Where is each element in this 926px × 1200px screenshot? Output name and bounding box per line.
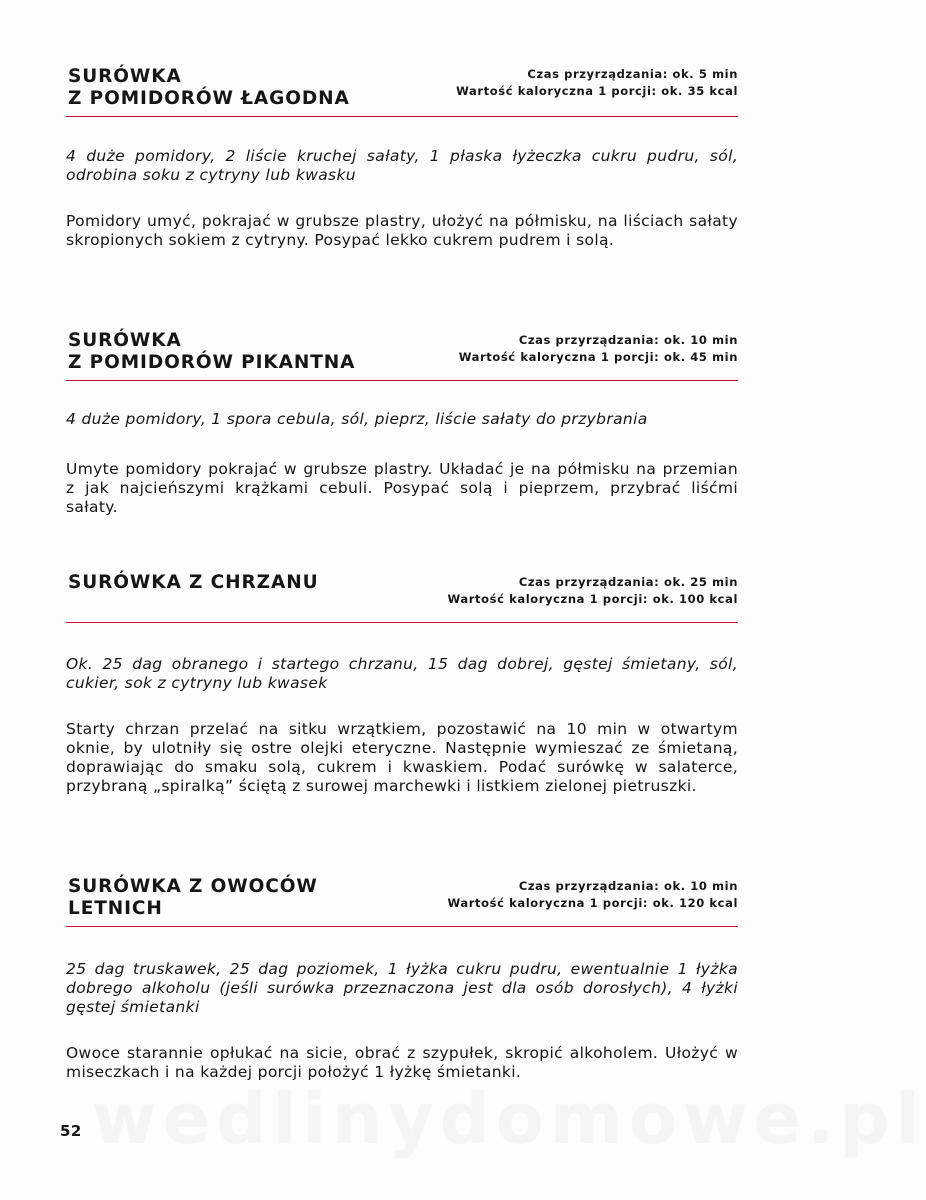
prep-time: Czas przyrządzania: ok. 25 min	[518, 575, 738, 589]
method: Umyte pomidory pokrajać w grubsze plastry. Układać je na półmisku na przemian z jak najcieńszymi krążkami cebuli. Posypać solą i pieprzem, przybrać liśćmi sałaty.	[66, 460, 738, 516]
recipe-summer-fruit	[66, 876, 738, 1081]
recipe-title-line1: SURÓWKA Z CHRZANU	[68, 572, 319, 593]
recipe-title-line2: Z POMIDORÓW PIKANTNA	[68, 352, 356, 373]
calories: Wartość kaloryczna 1 porcji: ok. 120 kcal	[447, 896, 738, 910]
page-number: 52	[60, 1122, 82, 1140]
recipe-header	[66, 330, 738, 378]
method: Pomidory umyć, pokrajać w grubsze plastry, ułożyć na półmisku, na liściach sałaty skropionych sokiem z cytryny. Posypać lekko cukrem pudrem i solą.	[66, 212, 738, 249]
ingredients: 4 duże pomidory, 1 spora cebula, sól, pieprz, liście sałaty do przybrania	[66, 410, 648, 428]
recipe-header	[66, 66, 738, 114]
method: Starty chrzan przelać na sitku wrzątkiem, pozostawić na 10 min w otwartym oknie, by ulotniły się ostre olejki eteryczne. Następnie wymieszać ze śmietaną, doprawiając do smaku solą, cukrem i kwaskiem. Podać surówkę w salaterce, przybraną „spiralką” ściętą z surowej marchewki i listkiem zielonej pietruszki.	[66, 720, 738, 795]
prep-time: Czas przyrządzania: ok. 10 min	[518, 333, 738, 347]
recipe-header	[66, 572, 738, 620]
recipe-meta	[459, 332, 738, 366]
recipe-meta	[456, 66, 738, 100]
ingredients: 4 duże pomidory, 2 liście kruchej sałaty, 1 płaska łyżeczka cukru pudru, sól, odrobina soku z cytryny lub kwasku	[66, 147, 738, 184]
calories: Wartość kaloryczna 1 porcji: ok. 100 kcal	[447, 592, 738, 606]
recipe-horseradish	[66, 572, 738, 795]
header-rule	[66, 622, 738, 623]
recipe-tomato-mild	[66, 66, 738, 249]
recipe-title	[68, 66, 350, 110]
recipe-title	[68, 572, 319, 594]
header-rule	[66, 926, 738, 927]
calories: Wartość kaloryczna 1 porcji: ok. 45 min	[458, 350, 738, 364]
recipe-title	[68, 876, 318, 920]
recipe-title	[68, 330, 355, 374]
prep-time: Czas przyrządzania: ok. 10 min	[518, 879, 738, 893]
calories: Wartość kaloryczna 1 porcji: ok. 35 kcal	[456, 84, 738, 98]
ingredients: Ok. 25 dag obranego i startego chrzanu, 15 dag dobrej, gęstej śmietany, sól, cukier, sok z cytryny lub kwasek	[66, 655, 738, 692]
ingredients: 25 dag truskawek, 25 dag poziomek, 1 łyżka cukru pudru, ewentualnie 1 łyżka dobrego alkoholu (jeśli surówka przeznaczona jest dla osób dorosłych), 4 łyżki gęstej śmietanki	[66, 960, 738, 1016]
header-rule	[66, 380, 738, 381]
recipe-title-line2: Z POMIDORÓW ŁAGODNA	[68, 88, 350, 109]
recipe-tomato-spicy	[66, 330, 738, 516]
recipe-title-line1: SURÓWKA	[68, 330, 182, 351]
method: Owoce starannie opłukać na sicie, obrać z szypułek, skropić alkoholem. Ułożyć w miseczkach i na każdej porcji położyć 1 łyżkę śmietanki.	[66, 1044, 738, 1081]
recipe-title-line2: LETNICH	[68, 898, 163, 919]
recipe-title-line1: SURÓWKA	[68, 66, 182, 87]
recipe-meta	[448, 878, 738, 912]
watermark: wedlinydomowe.pl	[92, 1078, 926, 1160]
recipe-header	[66, 876, 738, 924]
header-rule	[66, 116, 738, 117]
recipe-meta	[448, 574, 738, 608]
recipe-title-line1: SURÓWKA Z OWOCÓW	[68, 876, 318, 897]
prep-time: Czas przyrządzania: ok. 5 min	[527, 67, 738, 81]
